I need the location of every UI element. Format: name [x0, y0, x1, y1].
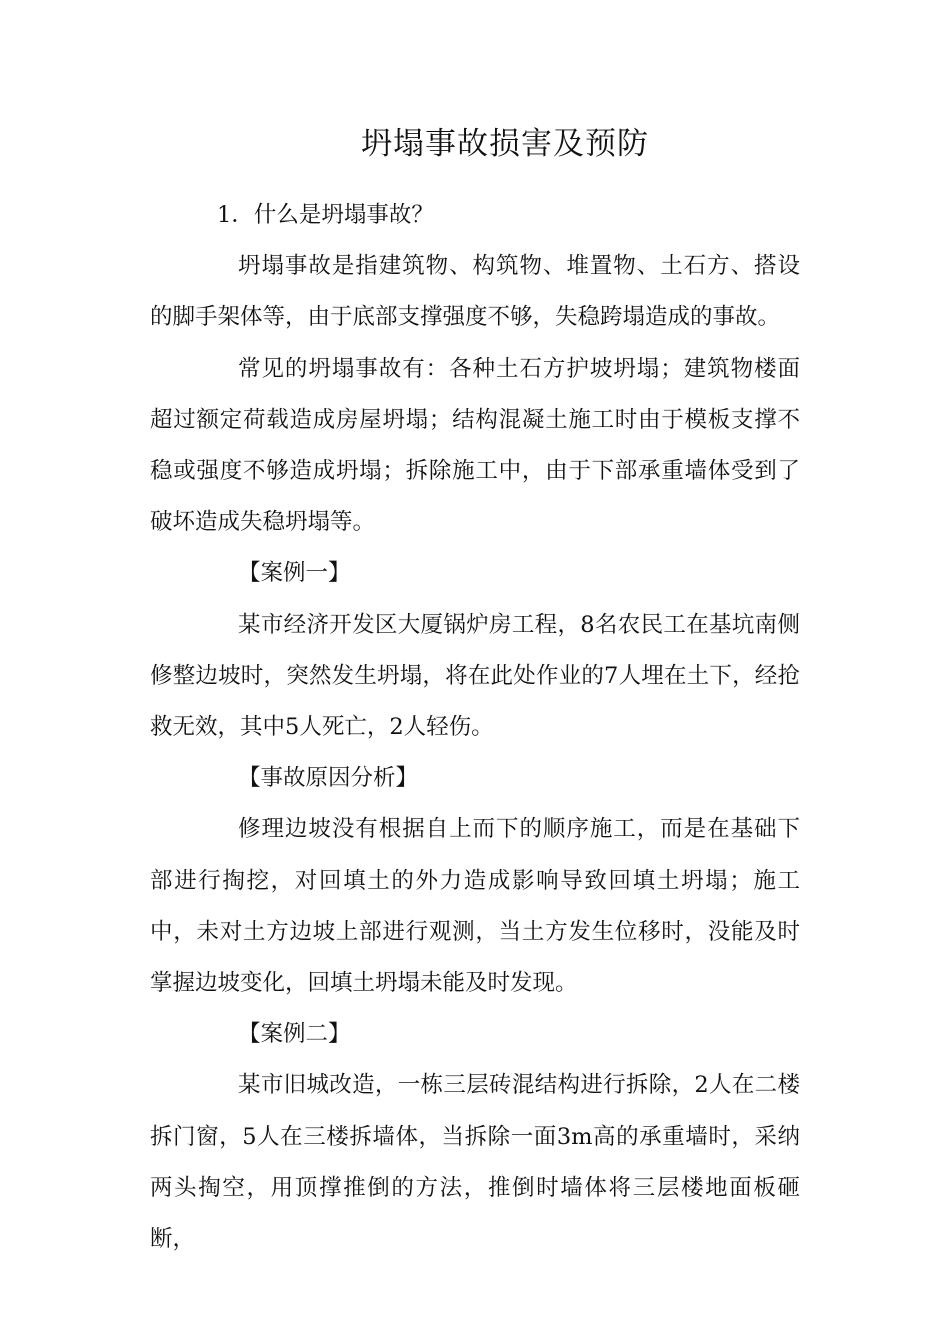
document-body [150, 190, 800, 1265]
case-two-heading: 【案例二】 [238, 1021, 351, 1048]
document-title: 坍塌事故损害及预防 [361, 126, 649, 162]
paragraph-common-types: 常见的坍塌事故有：各种土石方护坡坍塌；建筑物楼面超过额定荷载造成房屋坍塌；结构混凝土施工时由于模板支撑不稳或强度不够造成坍塌；拆除施工中，由于下部承重墙体受到了破坏造成失稳坍塌等。 [150, 355, 800, 536]
section-heading: 1．什么是坍塌事故？ [217, 202, 434, 228]
case-one-paragraph: 某市经济开发区大厦锅炉房工程，8名农民工在基坑南侧修整边坡时，突然发生坍塌，将在此处作业的7人埋在土下，经抢救无效，其中5人死亡，2人轻伤。 [150, 611, 800, 741]
cause-analysis-heading: 【事故原因分析】 [238, 765, 419, 792]
case-one-heading: 【案例一】 [238, 560, 351, 587]
paragraph-definition: 坍塌事故是指建筑物、构筑物、堆置物、土石方、搭设的脚手架体等，由于底部支撑强度不够，失稳跨塌造成的事故。 [150, 253, 800, 331]
case-two-paragraph: 某市旧城改造，一栋三层砖混结构进行拆除，2人在二楼拆门窗，5人在三楼拆墙体，当拆除一面3m高的承重墙时，采纳两头掏空，用顶撑推倒的方法，推倒时墙体将三层楼地面板砸断， [150, 1072, 800, 1253]
cause-analysis-paragraph: 修理边坡没有根据自上而下的顺序施工，而是在基础下部进行掏挖，对回填土的外力造成影响导致回填土坍塌；施工中，未对土方边坡上部进行观测，当土方发生位移时，没能及时掌握边坡变化，回填土坍塌未能及时发现。 [150, 816, 800, 997]
